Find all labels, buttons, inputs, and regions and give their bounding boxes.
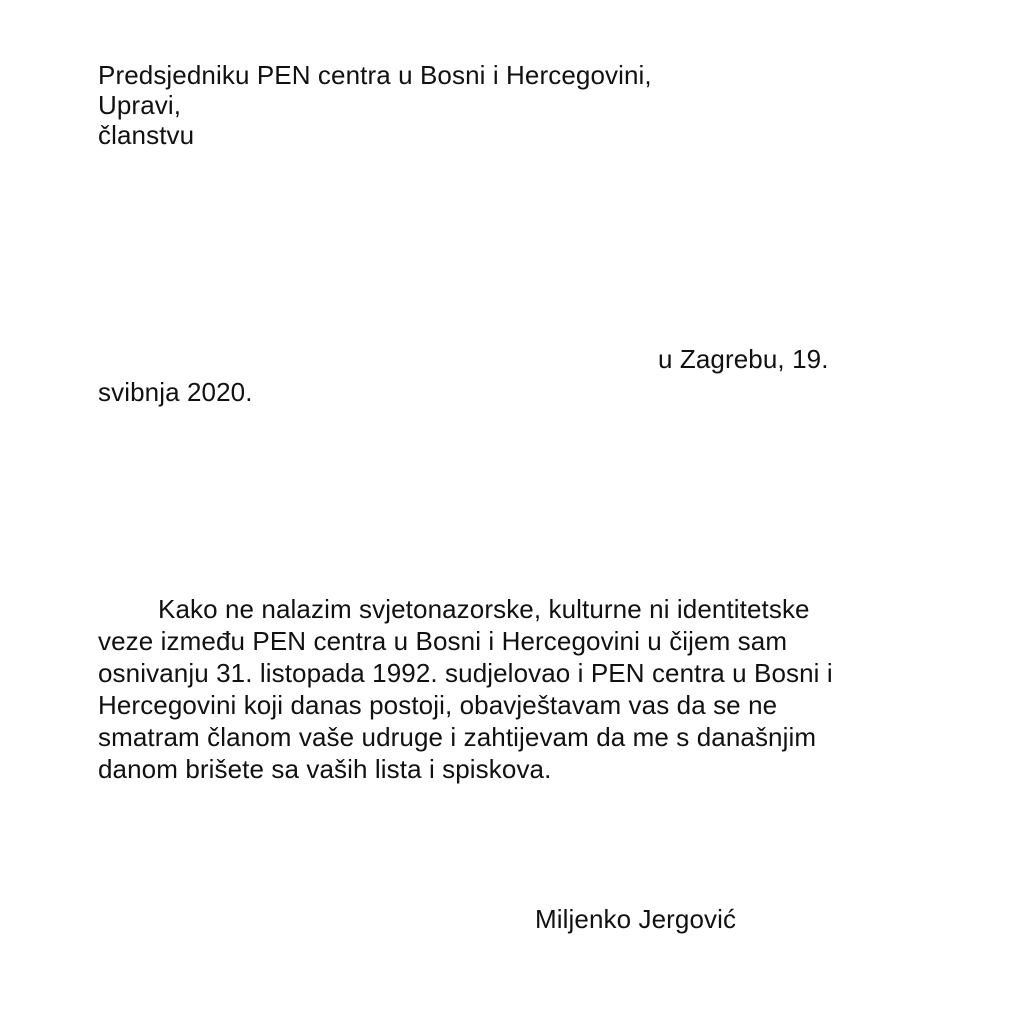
body-line-4: Hercegovini koji danas postoji, obavještavam vas da se ne [98, 690, 778, 720]
body-line-3: osnivanju 31. listopada 1992. sudjelovao i PEN centra u Bosni i [98, 658, 833, 688]
recipient-line-2: Upravi, [98, 90, 182, 120]
body-line-1: Kako ne nalazim svjetonazorske, kulturne ni identitetske [158, 594, 810, 624]
signature: Miljenko Jergović [535, 904, 737, 934]
place-date-line-1: u Zagrebu, 19. [658, 344, 829, 374]
body-line-5: smatram članom vaše udruge i zahtijevam da me s današnjim [98, 722, 817, 752]
body-line-6: danom brišete sa vaših lista i spiskova. [98, 754, 552, 784]
letter-body [98, 593, 833, 785]
recipient-line-1: Predsjedniku PEN centra u Bosni i Hercegovini, [98, 60, 652, 90]
place-date-line-2: svibnja 2020. [98, 377, 253, 407]
body-line-2: veze između PEN centra u Bosni i Hercegovini u čijem sam [98, 626, 788, 656]
recipient-line-3: članstvu [98, 120, 195, 150]
recipient-block [98, 60, 652, 150]
